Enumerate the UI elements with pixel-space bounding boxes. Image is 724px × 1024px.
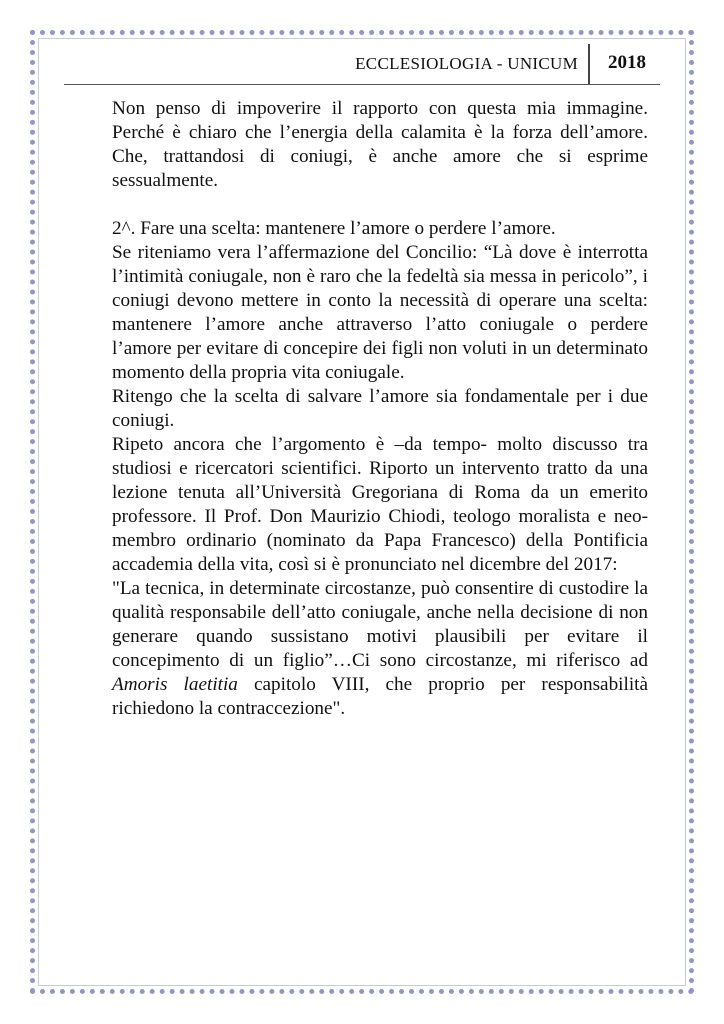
header-separator bbox=[588, 44, 590, 84]
paragraph-5: Ripeto ancora che l’argomento è –da tempo- molto discusso tra studiosi e ricercatori scientifici. Riporto un intervento tratto da una lezione tenuta all’Università Gregoriana di Roma da un emerito professore. Il Prof. Don Maurizio Chiodi, teologo moralista e neo-membro ordinario (nominato da Papa Francesco) della Pontificia accademia della vita, così si è pronunciato nel dicembre del 2017: bbox=[112, 434, 648, 575]
header-title: ECCLESIOLOGIA - UNICUM bbox=[355, 54, 578, 73]
page-header bbox=[64, 44, 660, 85]
quote-italic-title: Amoris laetitia bbox=[112, 674, 238, 695]
quote-text-start: "La tecnica, in determinate circostanze, può consentire di custodire la qualità responsabile dell’atto coniugale, anche nella decisione di non generare quando sussistano motivi plausibili per evitare il concepimento di un figlio”…Ci sono circostanze, mi riferisco ad bbox=[112, 578, 648, 671]
document-body bbox=[112, 97, 648, 721]
header-year: 2018 bbox=[608, 52, 646, 73]
paragraph-6 bbox=[112, 577, 648, 721]
paragraph-1: Non penso di impoverire il rapporto con questa mia immagine. Perché è chiaro che l’energia della calamita è la forza dell’amore. Che, trattandosi di coniugi, è anche amore che si esprime sessualmente. bbox=[112, 98, 648, 191]
paragraph-3: Se riteniamo vera l’affermazione del Concilio: “Là dove è interrotta l’intimità coniugale, non è raro che la fedeltà sia messa in pericolo”, i coniugi devono mettere in conto la necessità di operare una scelta: mantenere l’amore anche attraverso l’atto coniugale o perdere l’amore per evitare di concepire dei figli non voluti in un determinato momento della propria vita coniugale. bbox=[112, 242, 648, 383]
paragraph-4: Ritengo che la scelta di salvare l’amore sia fondamentale per i due coniugi. bbox=[112, 386, 648, 431]
quote-text-end: capitolo VIII, che proprio per responsabilità richiedono la contraccezione". bbox=[112, 674, 649, 719]
paragraph-2: 2^. Fare una scelta: mantenere l’amore o perdere l’amore. bbox=[112, 218, 556, 239]
